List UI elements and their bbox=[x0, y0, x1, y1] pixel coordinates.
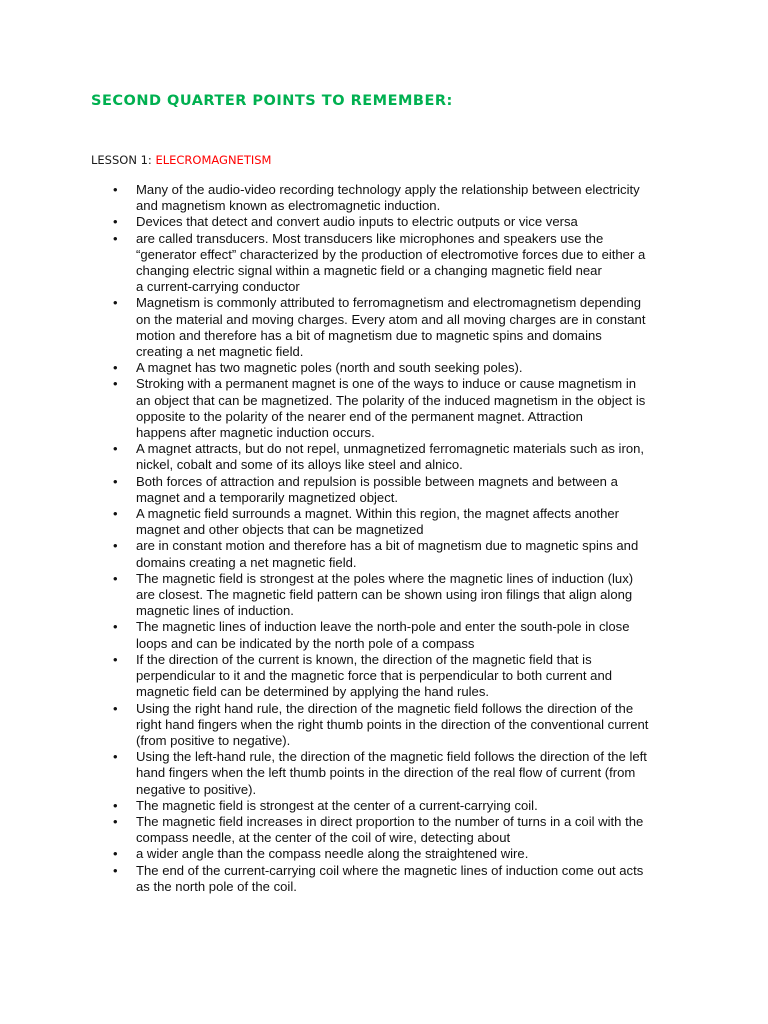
bullet-icon: • bbox=[113, 360, 118, 376]
bullet-icon: • bbox=[113, 376, 118, 392]
bullet-icon: • bbox=[113, 651, 118, 667]
bullet-icon: • bbox=[113, 619, 118, 635]
list-item bbox=[113, 538, 683, 570]
list-item-text: are called transducers. Most transducers like microphones and speakers use the “generator effect” characterized by the production of electromotive forces due to either a changing electric signal within a magnetic field or a changing magnetic field near a current-carrying conductor bbox=[136, 230, 646, 295]
list-item bbox=[113, 814, 683, 846]
list-item-text: Both forces of attraction and repulsion is possible between magnets and between a magnet and a temporarily magnetized object. bbox=[136, 473, 618, 505]
bullet-icon: • bbox=[113, 441, 118, 457]
list-item bbox=[113, 360, 683, 376]
list-item-text: The end of the current-carrying coil where the magnetic lines of induction come out acts as the north pole of the coil. bbox=[136, 862, 644, 894]
list-item-text: The magnetic lines of induction leave the north-pole and enter the south-pole in close loops and can be indicated by the north pole of a compass bbox=[136, 619, 630, 651]
list-item-text: A magnet attracts, but do not repel, unmagnetized ferromagnetic materials such as iron, nickel, cobalt and some of its alloys like steel and alnico. bbox=[136, 441, 645, 473]
list-item-text: The magnetic field is strongest at the center of a current-carrying coil. bbox=[136, 797, 538, 813]
bullet-icon: • bbox=[113, 214, 118, 230]
page-title: SECOND QUARTER POINTS TO REMEMBER: bbox=[91, 93, 453, 109]
list-item bbox=[113, 571, 683, 620]
bullet-icon: • bbox=[113, 700, 118, 716]
bullet-icon: • bbox=[113, 797, 118, 813]
list-item bbox=[113, 214, 683, 230]
list-item bbox=[113, 182, 683, 214]
list-item-text: are in constant motion and therefore has a bit of magnetism due to magnetic spins and domains creating a net magnetic field. bbox=[136, 538, 639, 570]
bullet-icon: • bbox=[113, 230, 118, 246]
bullet-icon: • bbox=[113, 813, 118, 829]
list-item bbox=[113, 376, 683, 441]
bullet-icon: • bbox=[113, 862, 118, 878]
list-item-text: Devices that detect and convert audio inputs to electric outputs or vice versa bbox=[136, 214, 578, 230]
bullet-icon: • bbox=[113, 570, 118, 586]
list-item bbox=[113, 474, 683, 506]
list-item bbox=[113, 441, 683, 473]
bullet-list bbox=[113, 182, 683, 895]
list-item bbox=[113, 846, 683, 862]
list-item bbox=[113, 231, 683, 296]
list-item bbox=[113, 295, 683, 360]
list-item-text: Magnetism is commonly attributed to ferromagnetism and electromagnetism depending on the material and moving charges. Every atom and all moving charges are in constant motion and therefore has a bit of magnetism due to magnetic spins and domains creating a net magnetic field. bbox=[136, 295, 646, 360]
list-item-text: A magnet has two magnetic poles (north and south seeking poles). bbox=[136, 360, 523, 376]
list-item-text: If the direction of the current is known, the direction of the magnetic field that is perpendicular to it and the magnetic force that is perpendicular to both current and magnetic field can be determined by applying the hand rules. bbox=[136, 651, 613, 700]
bullet-icon: • bbox=[113, 538, 118, 554]
lesson-topic: ELECROMAGNETISM bbox=[155, 153, 272, 167]
list-item bbox=[113, 652, 683, 701]
list-item-text: The magnetic field increases in direct proportion to the number of turns in a coil with the compass needle, at the center of the coil of wire, detecting about bbox=[136, 813, 644, 846]
list-item bbox=[113, 863, 683, 895]
list-item bbox=[113, 701, 683, 750]
lesson-heading bbox=[91, 153, 271, 167]
list-item-text: Stroking with a permanent magnet is one of the ways to induce or cause magnetism in an object that can be magnetized. The polarity of the induced magnetism in the object is opposite to the polarity of the nearer end of the permanent magnet. Attraction happens after magnetic induction occurs. bbox=[136, 376, 646, 441]
bullet-icon: • bbox=[113, 182, 118, 197]
list-item bbox=[113, 749, 683, 798]
list-item bbox=[113, 506, 683, 538]
bullet-icon: • bbox=[113, 506, 118, 522]
list-item-text: The magnetic field is strongest at the poles where the magnetic lines of induction (lux) are closest. The magnetic field pattern can be shown using iron filings that align along magnetic lines of induction. bbox=[136, 570, 634, 619]
bullet-icon: • bbox=[113, 295, 118, 311]
list-item-text: Using the right hand rule, the direction of the magnetic field follows the direction of the right hand fingers when the right thumb points in the direction of the conventional current (from positive to negative). bbox=[136, 700, 649, 748]
list-item-text: Many of the audio-video recording technology apply the relationship between electricity and magnetism known as electromagnetic induction. bbox=[136, 182, 640, 214]
list-item bbox=[113, 798, 683, 814]
list-item-text: Using the left-hand rule, the direction of the magnetic field follows the direction of the left hand fingers when the left thumb points in the direction of the real flow of current (from negative to positive). bbox=[136, 749, 647, 797]
bullet-icon: • bbox=[113, 749, 118, 765]
bullet-icon: • bbox=[113, 473, 118, 489]
bullet-icon: • bbox=[113, 846, 118, 862]
list-item bbox=[113, 619, 683, 651]
list-item-text: a wider angle than the compass needle along the straightened wire. bbox=[136, 846, 529, 862]
lesson-label: LESSON 1: bbox=[91, 153, 156, 167]
list-item-text: A magnetic field surrounds a magnet. Within this region, the magnet affects another magnet and other objects that can be magnetized bbox=[136, 506, 620, 538]
